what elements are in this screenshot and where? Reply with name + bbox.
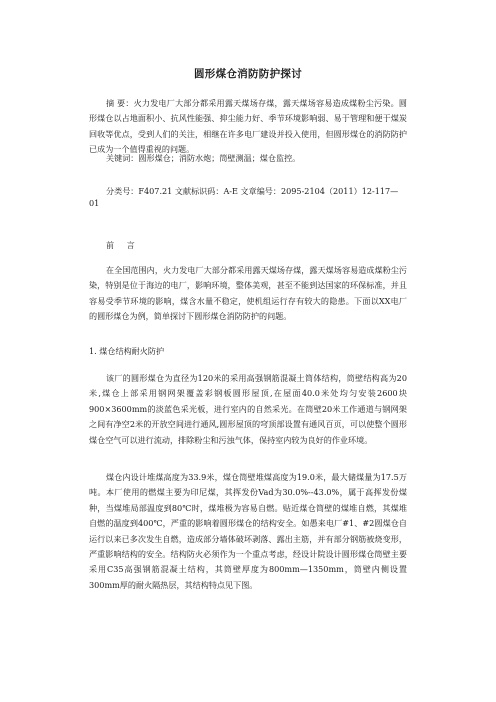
section1-paragraph-1: 该厂的圆形煤仓为直径为120米的采用高强钢筋混凝土筒体结构，筒壁结构高为20米,煤仓上部采用钢网架覆盖彩钢板圆形屋顶,在屋面40.0米处均匀安装2600块900×3600mm的淡蓝色采光板，进行室内的自然采光。在筒壁20米工作通道与钢网架之间有净空2米的开放空间进行通风,圆形屋顶的穹顶部设置有通风百页，可以使整个圆形煤仓空气可以进行流动，排除粉尘和污浊气体，保持室内较为良好的作业环境。 (89, 373, 407, 445)
intro-paragraph: 在全国范围内，火力发电厂大部分都采用露天煤场存煤，露天煤场容易造成煤粉尘污染，特别是位于海边的电厂，影响环境，整体美观，甚至不能到达国家的环保标准，并且容易受季节环境的影响，煤含水量不稳定，使机组运行存有较大的隐患。下面以XX电厂的圆形煤仓为例，简单探讨下圆形煤仓消防防护的问题。 (89, 265, 407, 322)
section1-paragraph-2: 煤仓内设计堆煤高度为33.9米，煤仓筒壁堆煤高度为19.0米，最大储煤量为17.5万吨。本厂使用的燃煤主要为印尼煤，其挥发份Vad为30.0%--43.0%，属于高挥发份煤种，当煤堆局部温度到80℃时，煤堆极为容易自燃。贴近煤仓筒壁的煤堆自燃，其煤堆自燃的温度到400℃，严重的影响着圆形煤仓的结构安全。如愚来电厂#1、#2圆煤仓自运行以来已多次发生自燃，造成部分墙体破坏剥落、露出主筋，并有部分钢筋被烧变形，严重影响结构的安全。结构防火必须作为一个重点考虑，经设计院设计圆形煤仓筒壁主要采用C35高强钢筋混凝土结构，其筒壁厚度为800mm—1350mm，筒壁内侧设置300mm厚的耐火隔热层，其结构特点见下图。 (89, 472, 407, 590)
section-heading: 1. 煤仓结构耐火防护 (89, 346, 165, 356)
document-title: 圆形煤仓消防防护探讨 (194, 68, 302, 80)
keywords: 关键词：圆形煤仓；消防水炮；筒壁测温；煤仓监控。 (106, 153, 301, 163)
preface-heading: 前 言 (106, 240, 140, 250)
abstract: 摘 要：火力发电厂大部分都采用露天煤场存煤，露天煤场容易造成煤粉尘污染。圆形煤仓以占地面积小、抗风性能强、抑尘能力好、季节环境影响弱、易于管理和便于煤炭回收等优点，受到人们的关注，相继在许多电厂建设并投入使用，但圆形煤仓的消防防护已成为一个值得重视的问题。 (89, 98, 407, 155)
classification-line: 分类号：F407.21 文献标识码：A-E 文章编号：2095-2104（2011）12-117—01 (89, 186, 399, 208)
